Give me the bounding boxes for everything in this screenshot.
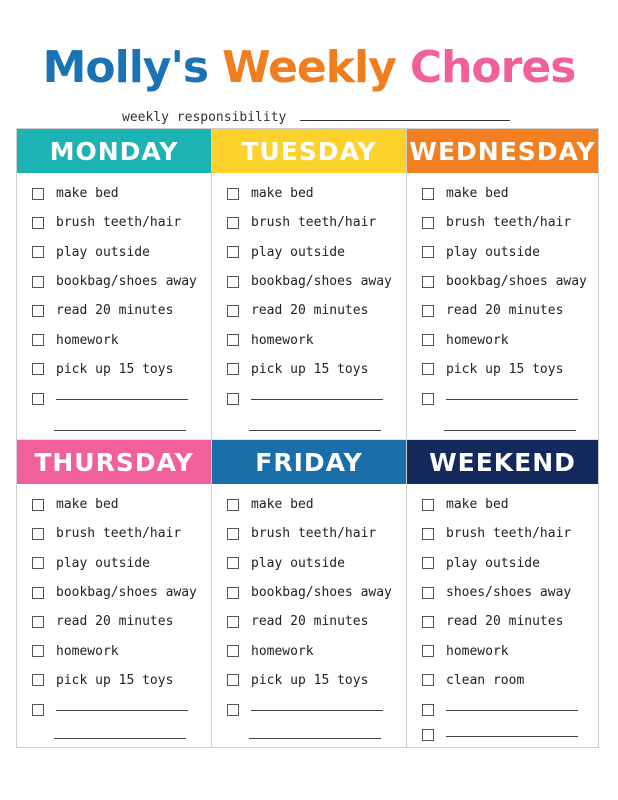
chore-label: bookbag/shoes away — [251, 274, 392, 290]
chore-grid — [16, 128, 599, 748]
chore-list — [212, 490, 406, 724]
checkbox-icon[interactable] — [422, 557, 434, 569]
chore-label: read 20 minutes — [446, 303, 564, 319]
chore-list — [17, 490, 211, 724]
chore-label: brush teeth/hair — [56, 526, 182, 542]
chore-item — [17, 490, 211, 519]
day-card-wednesday — [406, 129, 598, 439]
checkbox-icon[interactable] — [227, 528, 239, 540]
checkbox-icon[interactable] — [32, 645, 44, 657]
checkbox-icon[interactable] — [422, 587, 434, 599]
day-header: THURSDAY — [17, 440, 211, 484]
checkbox-icon[interactable] — [32, 616, 44, 628]
chore-item — [407, 296, 598, 325]
chore-label: homework — [446, 332, 509, 348]
checkbox-icon[interactable] — [32, 528, 44, 540]
chore-item — [17, 355, 211, 384]
chore-item — [212, 355, 406, 384]
extra-blank-line[interactable] — [444, 430, 576, 431]
blank-chore-line[interactable] — [56, 708, 188, 711]
chore-item — [407, 724, 598, 746]
chore-label: shoes/shoes away — [446, 585, 572, 601]
checkbox-icon[interactable] — [422, 674, 434, 686]
chore-item — [212, 179, 406, 208]
checkbox-icon[interactable] — [227, 246, 239, 258]
chore-item — [212, 666, 406, 695]
checkbox-icon[interactable] — [227, 334, 239, 346]
chore-item — [407, 238, 598, 267]
day-card-tuesday — [211, 129, 406, 439]
chore-item — [212, 267, 406, 296]
chore-label: make bed — [446, 186, 509, 202]
chore-item — [407, 355, 598, 384]
blank-chore-line[interactable] — [251, 397, 383, 400]
chore-label: brush teeth/hair — [446, 526, 572, 542]
chore-label: play outside — [251, 555, 345, 571]
chore-item — [17, 578, 211, 607]
chore-item — [212, 549, 406, 578]
title-chores: Chores — [409, 42, 576, 93]
checkbox-icon[interactable] — [32, 587, 44, 599]
chore-item — [407, 490, 598, 519]
checkbox-icon[interactable] — [227, 276, 239, 288]
chore-label: brush teeth/hair — [251, 215, 377, 231]
day-header: WEEKEND — [407, 440, 598, 484]
checkbox-icon[interactable] — [32, 334, 44, 346]
chore-label: make bed — [56, 186, 119, 202]
checkbox-icon[interactable] — [422, 393, 434, 405]
chore-item — [17, 695, 211, 724]
chore-label: homework — [446, 643, 509, 659]
chore-label: pick up 15 toys — [56, 672, 174, 688]
checkbox-icon[interactable] — [422, 217, 434, 229]
day-card-thursday — [17, 439, 211, 747]
chore-label: read 20 minutes — [56, 614, 174, 630]
chore-label: homework — [56, 332, 119, 348]
chore-item — [17, 607, 211, 636]
chore-label: read 20 minutes — [446, 614, 564, 630]
checkbox-icon[interactable] — [227, 587, 239, 599]
checkbox-icon[interactable] — [422, 616, 434, 628]
blank-chore-line[interactable] — [446, 734, 578, 737]
chore-item — [212, 519, 406, 548]
title-owner: Molly's — [42, 42, 209, 93]
checkbox-icon[interactable] — [227, 557, 239, 569]
checkbox-icon[interactable] — [32, 393, 44, 405]
chore-label: play outside — [56, 555, 150, 571]
chore-item — [212, 296, 406, 325]
checkbox-icon[interactable] — [32, 305, 44, 317]
chore-item — [212, 490, 406, 519]
chore-item — [212, 695, 406, 724]
chore-label: make bed — [446, 497, 509, 513]
day-header: WEDNESDAY — [407, 129, 598, 173]
checkbox-icon[interactable] — [32, 363, 44, 375]
checkbox-icon[interactable] — [32, 557, 44, 569]
extra-blank-line[interactable] — [54, 430, 186, 431]
chore-item — [407, 636, 598, 665]
chore-list — [17, 179, 211, 413]
responsibility-label: weekly responsibility — [122, 110, 287, 125]
day-card-friday — [211, 439, 406, 747]
checkbox-icon[interactable] — [422, 334, 434, 346]
page-title — [0, 38, 618, 98]
chore-item — [407, 666, 598, 695]
chore-label: play outside — [446, 555, 540, 571]
chore-label: make bed — [56, 497, 119, 513]
chore-label: read 20 minutes — [251, 303, 369, 319]
chore-label: pick up 15 toys — [251, 672, 369, 688]
chore-label: bookbag/shoes away — [251, 585, 392, 601]
checkbox-icon[interactable] — [227, 393, 239, 405]
chore-item — [407, 208, 598, 237]
chore-item — [212, 384, 406, 413]
chore-item — [17, 666, 211, 695]
chore-item — [212, 238, 406, 267]
title-weekly: Weekly — [222, 42, 396, 93]
chore-label: bookbag/shoes away — [56, 274, 197, 290]
chore-item — [407, 695, 598, 724]
responsibility-blank-line[interactable] — [300, 110, 510, 121]
day-card-weekend — [406, 439, 598, 747]
chore-item — [17, 179, 211, 208]
checkbox-icon[interactable] — [227, 645, 239, 657]
checkbox-icon[interactable] — [422, 645, 434, 657]
chore-label: play outside — [251, 244, 345, 260]
checkbox-icon[interactable] — [227, 704, 239, 716]
checkbox-icon[interactable] — [227, 188, 239, 200]
blank-chore-line[interactable] — [446, 708, 578, 711]
chore-label: pick up 15 toys — [56, 361, 174, 377]
checkbox-icon[interactable] — [32, 246, 44, 258]
day-card-monday — [17, 129, 211, 439]
chore-item — [17, 549, 211, 578]
checkbox-icon[interactable] — [32, 188, 44, 200]
chore-label: read 20 minutes — [251, 614, 369, 630]
chore-label: clean room — [446, 672, 525, 688]
chore-item — [212, 607, 406, 636]
chore-label: pick up 15 toys — [251, 361, 369, 377]
chore-label: homework — [56, 643, 119, 659]
chore-label: homework — [251, 643, 314, 659]
extra-blank-line[interactable] — [249, 738, 381, 739]
chore-list — [407, 490, 598, 746]
checkbox-icon[interactable] — [32, 704, 44, 716]
checkbox-icon[interactable] — [227, 674, 239, 686]
chore-label: make bed — [251, 186, 314, 202]
blank-chore-line[interactable] — [251, 708, 383, 711]
checkbox-icon[interactable] — [422, 704, 434, 716]
chore-item — [212, 208, 406, 237]
chore-item — [212, 578, 406, 607]
chore-item — [407, 607, 598, 636]
checkbox-icon[interactable] — [32, 276, 44, 288]
chore-label: play outside — [446, 244, 540, 260]
chore-label: bookbag/shoes away — [56, 585, 197, 601]
extra-blank-line[interactable] — [54, 738, 186, 739]
chore-item — [212, 325, 406, 354]
checkbox-icon[interactable] — [422, 499, 434, 511]
chore-item — [17, 636, 211, 665]
checkbox-icon[interactable] — [422, 276, 434, 288]
chore-label: bookbag/shoes away — [446, 274, 587, 290]
blank-chore-line[interactable] — [56, 397, 188, 400]
chore-item — [212, 636, 406, 665]
checkbox-icon[interactable] — [32, 217, 44, 229]
chore-item — [17, 238, 211, 267]
chore-item — [407, 519, 598, 548]
blank-chore-line[interactable] — [446, 397, 578, 400]
chore-label: homework — [251, 332, 314, 348]
extra-blank-line[interactable] — [249, 430, 381, 431]
chore-list — [407, 179, 598, 413]
chore-label: play outside — [56, 244, 150, 260]
chore-item — [17, 325, 211, 354]
chore-item — [407, 549, 598, 578]
chore-label: make bed — [251, 497, 314, 513]
chore-label: brush teeth/hair — [251, 526, 377, 542]
checkbox-icon[interactable] — [422, 305, 434, 317]
checkbox-icon[interactable] — [422, 729, 434, 741]
checkbox-icon[interactable] — [227, 305, 239, 317]
chore-item — [407, 267, 598, 296]
day-header: MONDAY — [17, 129, 211, 173]
chore-item — [17, 519, 211, 548]
checkbox-icon[interactable] — [227, 616, 239, 628]
chore-item — [17, 296, 211, 325]
chore-item — [407, 179, 598, 208]
chore-item — [407, 384, 598, 413]
chore-list — [212, 179, 406, 413]
checkbox-icon[interactable] — [422, 528, 434, 540]
chore-label: pick up 15 toys — [446, 361, 564, 377]
checkbox-icon[interactable] — [422, 246, 434, 258]
chore-item — [407, 578, 598, 607]
checkbox-icon[interactable] — [32, 674, 44, 686]
checkbox-icon[interactable] — [422, 188, 434, 200]
chore-item — [17, 208, 211, 237]
responsibility-row — [122, 110, 510, 125]
checkbox-icon[interactable] — [422, 363, 434, 375]
checkbox-icon[interactable] — [32, 499, 44, 511]
chore-item — [407, 325, 598, 354]
checkbox-icon[interactable] — [227, 499, 239, 511]
chore-label: brush teeth/hair — [446, 215, 572, 231]
checkbox-icon[interactable] — [227, 217, 239, 229]
chore-item — [17, 384, 211, 413]
chore-item — [17, 267, 211, 296]
checkbox-icon[interactable] — [227, 363, 239, 375]
chore-label: read 20 minutes — [56, 303, 174, 319]
day-header: TUESDAY — [212, 129, 406, 173]
chore-label: brush teeth/hair — [56, 215, 182, 231]
day-header: FRIDAY — [212, 440, 406, 484]
